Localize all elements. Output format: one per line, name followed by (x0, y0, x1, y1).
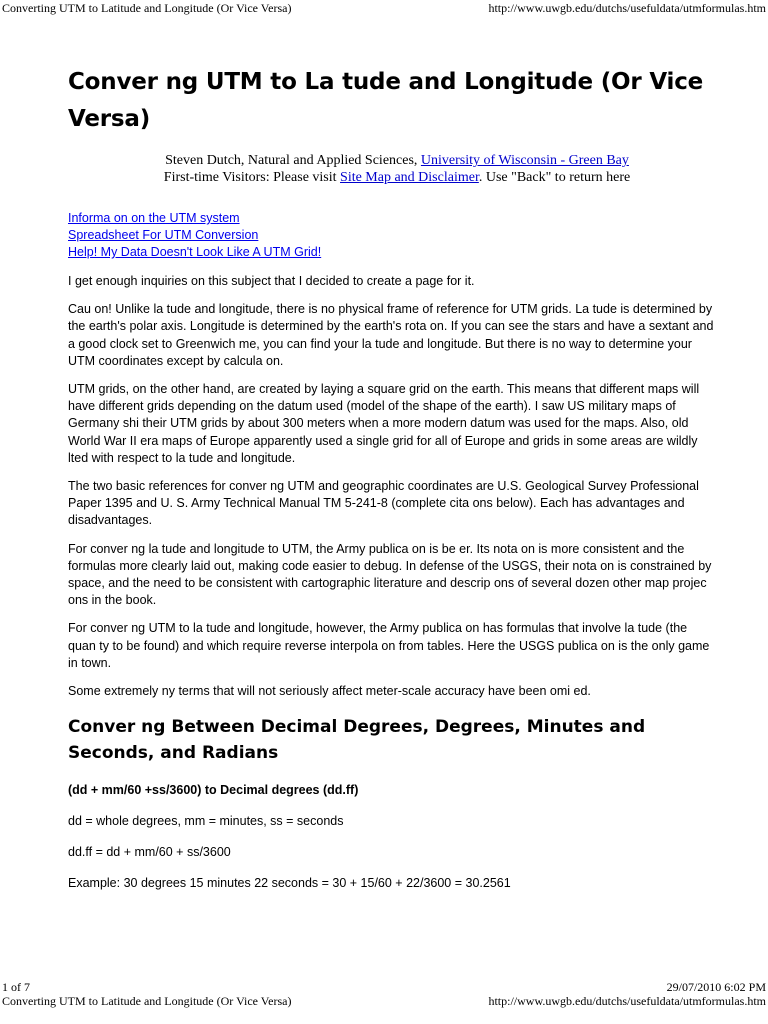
visitors-suffix: . Use "Back" to return here (478, 170, 631, 185)
university-link[interactable]: University of Wisconsin - Green Bay (420, 153, 629, 168)
paragraph-references: The two basic references for conver ng UTM and geographic coordinates are U.S. Geological Survey Professional Paper 1395 and U. S. Army Technical Manual TM 5-241-8 (complete cita ons below). Each has advantages and disadvantages. (68, 479, 699, 528)
print-header-url: http://www.uwgb.edu/dutchs/usefuldata/utmformulas.htm (488, 1, 766, 15)
print-header-title: Converting UTM to Latitude and Longitude (Or Vice Versa) (2, 1, 292, 15)
paragraph-intro: I get enough inquiries on this subject that I decided to create a page for it. (68, 274, 475, 288)
visitors-text: First-time Visitors: Please visit (163, 170, 337, 185)
paragraph-caution: Cau on! Unlike la tude and longitude, there is no physical frame of reference for UTM grids. La tude is determined by the earth's polar axis. Longitude is determined by the earth's rota on. If you can see the stars and have a sextant and a good clock set to Greenwich me, you can find your la tude and longitude. But there is no way to determine your UTM coordinates except by calcula on. (68, 302, 714, 368)
paragraph-army: For conver ng la tude and longitude to UTM, the Army publica on is be er. Its nota on is more consistent and the formulas more clearly laid out, making code easier to debug. In defense of the USGS, their nota on is constrained by space, and the need to be consistent with cartographic literature and descrip ons of several dozen other map projec ons in the book. (68, 541, 712, 608)
paragraph-usgs: For conver ng UTM to la tude and longitude, however, the Army publica on has formulas that involve la tude (the quan ty to be found) and which require reverse interpola on from tables. Here the USGS publica on is the only game in town. (68, 621, 710, 670)
paragraph-omitted: Some extremely ny terms that will not seriously affect meter-scale accuracy have been omi ed. (68, 684, 591, 699)
section-heading: Conver ng Between Decimal Degrees, Degrees, Minutes and Seconds, and Radians (68, 717, 646, 764)
site-map-link[interactable]: Site Map and Disclaimer (340, 170, 479, 185)
formula-expression: dd.ff = dd + mm/60 + ss/3600 (68, 845, 231, 860)
byline-author: Steven Dutch, Natural and Applied Sciences, (165, 153, 418, 168)
page-number: 1 of 7 (2, 980, 30, 994)
formula-heading: (dd + mm/60 +ss/3600) to Decimal degrees (dd.ff) (68, 783, 359, 798)
paragraph-utm-grids: UTM grids, on the other hand, are created by laying a square grid on the earth. This means that different maps will have different grids depending on the datum used (model of the shape of the earth). I saw US military maps of Germany shi their UTM grids by about 300 meters when a more modern datum was used for the maps. Also, old World War II era maps of Europe apparently used a single grid for all of Europe and grids in some areas are wildly lted with respect to la tude and longitude. (68, 382, 700, 465)
utm-info-link[interactable]: Informa on on the UTM system (68, 211, 240, 225)
page-title: Conver ng UTM to La tude and Longitude (Or Vice Versa) (68, 69, 704, 132)
help-grid-link[interactable]: Help! My Data Doesn't Look Like A UTM Grid! (68, 245, 322, 259)
print-footer (0, 980, 768, 1008)
print-footer-title: Converting UTM to Latitude and Longitude (Or Vice Versa) (2, 994, 292, 1008)
print-header (0, 0, 768, 16)
spreadsheet-link[interactable]: Spreadsheet For UTM Conversion (68, 228, 259, 242)
print-footer-url: http://www.uwgb.edu/dutchs/usefuldata/utmformulas.htm (488, 994, 766, 1008)
document-content (68, 64, 718, 892)
byline (68, 152, 718, 186)
formula-definitions: dd = whole degrees, mm = minutes, ss = seconds (68, 814, 344, 829)
nav-links (68, 210, 718, 261)
formula-example: Example: 30 degrees 15 minutes 22 seconds = 30 + 15/60 + 22/3600 = 30.2561 (68, 876, 511, 891)
print-datetime: 29/07/2010 6:02 PM (666, 980, 766, 994)
